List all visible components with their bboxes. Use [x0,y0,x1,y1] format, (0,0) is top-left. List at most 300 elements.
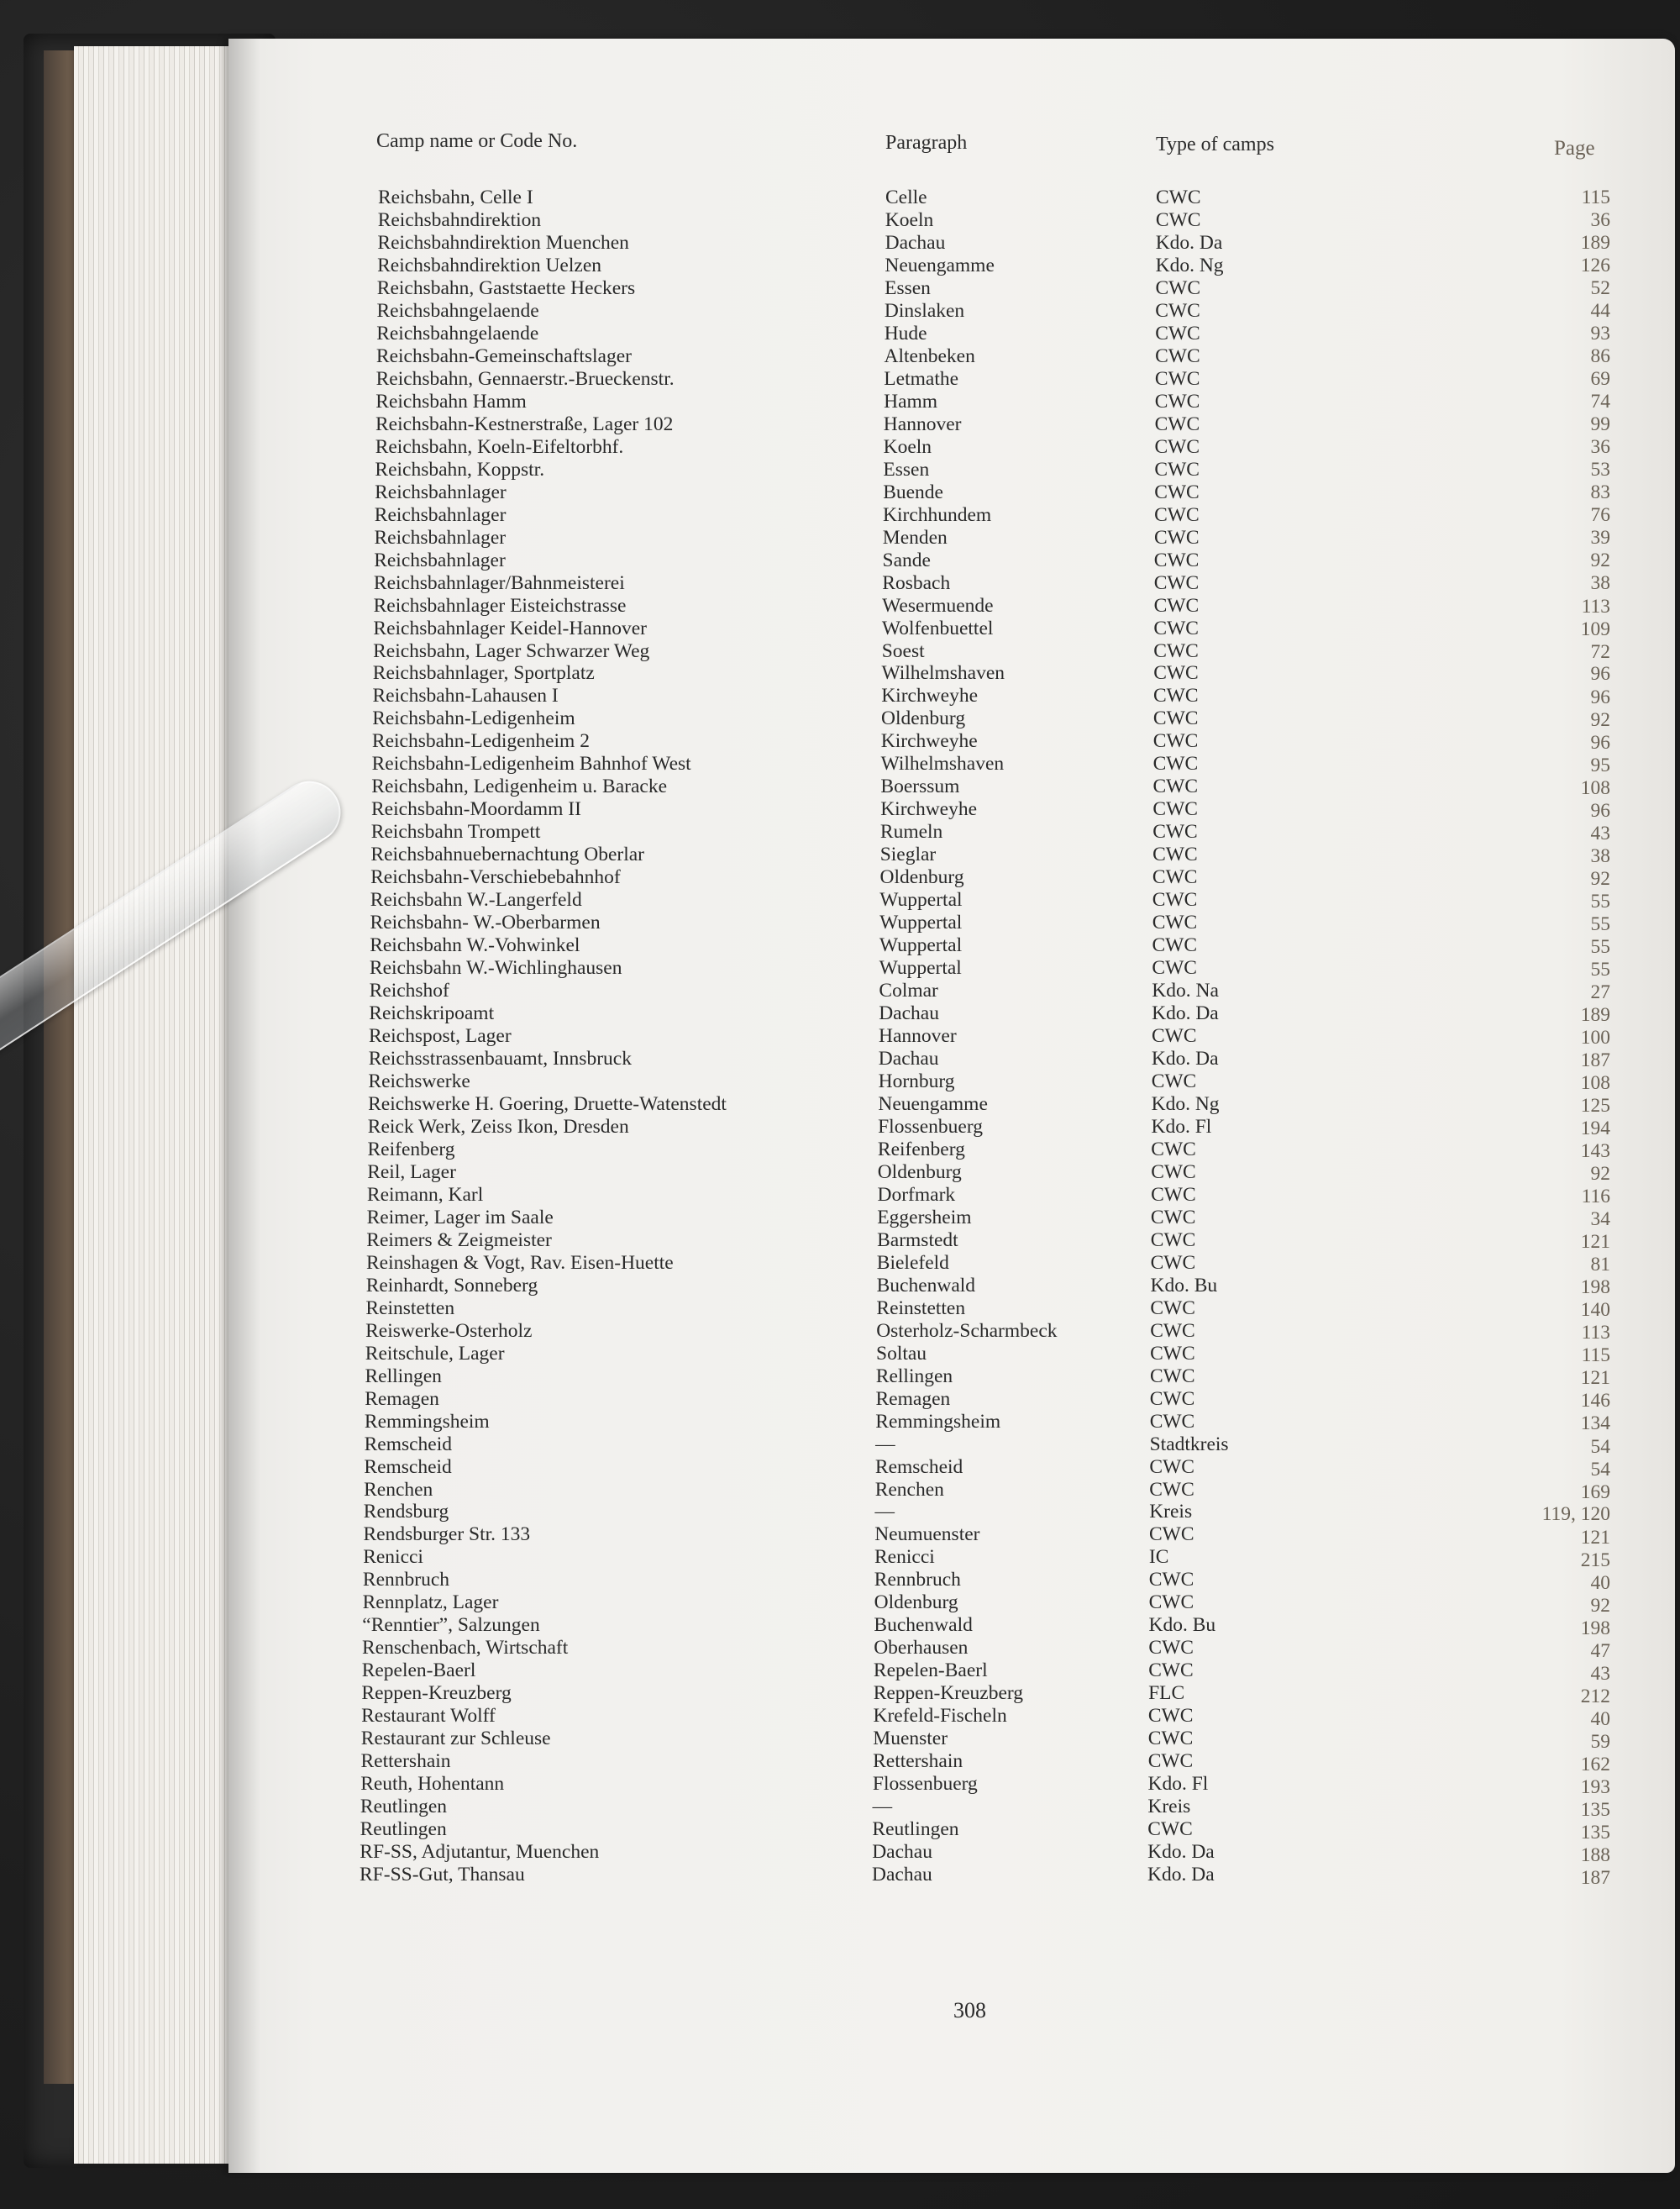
camp-type-cell: CWC [1154,413,1200,435]
table-row [0,640,1680,664]
page-ref-cell: 198 [1580,1276,1610,1299]
page-ref-cell: 81 [1590,1254,1610,1276]
paragraph-cell: Wilhelmshaven [880,753,1005,776]
camp-type-cell: CWC [1148,1569,1194,1591]
camp-name-cell: Reichsbahndirektion Uelzen [377,254,601,276]
camp-type-cell: CWC [1150,1342,1195,1365]
table-row [0,255,1680,278]
table-row [0,1523,1680,1547]
page-ref-cell: 36 [1590,436,1610,459]
camp-name-cell: Reichswerke [368,1070,470,1092]
paragraph-cell: Celle [885,187,927,208]
paragraph-cell: Dorfmark [877,1183,956,1206]
camp-name-cell: Renchen [364,1478,433,1501]
camp-name-cell: Reutlingen [360,1818,447,1841]
table-row [0,504,1680,528]
table-row [0,1275,1680,1298]
camp-name-cell: Reichswerke H. Goering, Druette-Watenstedt [368,1092,727,1115]
camp-name-cell: Reichsbahn-Lahausen I [372,685,559,707]
paragraph-cell: Sieglar [879,844,937,866]
camp-name-cell: Reichsbahn-Moordamm II [371,798,581,821]
page-ref-cell: 54 [1590,1435,1610,1458]
table-row [0,662,1680,686]
table-row [0,1705,1680,1728]
page-ref-cell: 96 [1590,799,1610,822]
camp-name-cell: Reichsbahnlager, Sportplatz [372,662,595,685]
page-ref-cell: 162 [1580,1753,1610,1775]
table-row [0,277,1680,301]
page-ref-cell: 34 [1590,1208,1610,1231]
camp-type-cell: CWC [1147,1750,1194,1773]
camp-name-cell: Reiswerke-Osterholz [365,1319,533,1342]
page-number: 308 [953,1998,986,2022]
table-row [0,730,1680,754]
camp-type-cell: CWC [1152,912,1198,934]
camp-type-cell: CWC [1147,1705,1194,1728]
page-ref-cell: 189 [1580,231,1610,254]
paragraph-cell: — [874,1501,895,1523]
camp-type-cell: CWC [1154,390,1200,413]
paragraph-cell: Sande [882,549,931,571]
page-ref-cell: 108 [1580,1071,1610,1094]
camp-type-cell: CWC [1147,1728,1194,1750]
paragraph-cell: Remscheid [874,1455,963,1478]
table-row [0,1614,1680,1638]
camp-name-cell: Reichsbahn-Ledigenheim [372,707,575,730]
camp-type-cell: CWC [1154,458,1200,481]
camp-name-cell: Reichsbahn Trompett [370,821,541,844]
page-ref-cell: 47 [1590,1639,1610,1662]
camp-name-cell: RF-SS, Adjutantur, Muenchen [360,1841,600,1863]
page-ref-cell: 38 [1590,844,1610,867]
camp-name-cell: Reichsbahn, Gaststaette Heckers [376,276,636,299]
paragraph-cell: Hamm [884,390,938,413]
paragraph-cell: Koeln [883,435,932,458]
page-ref-cell: 96 [1590,686,1610,708]
paragraph-cell: Altenbeken [884,344,975,367]
table-row [0,1591,1680,1615]
camp-type-cell: CWC [1150,1319,1195,1342]
camp-type-cell: CWC [1151,1070,1197,1092]
table-row [0,1546,1680,1570]
page-ref-cell: 55 [1590,935,1610,958]
paragraph-cell: Hornburg [878,1070,955,1092]
page-ref-cell: 194 [1580,1118,1610,1140]
paragraph-cell: Muenster [873,1728,948,1750]
camp-type-cell: CWC [1149,1478,1194,1501]
camp-name-cell: Rettershain [360,1750,451,1773]
camp-type-cell: CWC [1150,1228,1196,1251]
table-row [0,912,1680,935]
page-ref-cell: 38 [1590,572,1610,595]
camp-type-cell: CWC [1148,1637,1194,1659]
camp-name-cell: Reichsbahnlager [374,526,507,549]
camp-type-cell: CWC [1152,866,1198,889]
camp-name-cell: Reichsbahn Hamm [375,390,527,413]
camp-name-cell: Reinstetten [365,1296,455,1319]
page-ref-cell: 143 [1580,1140,1610,1163]
paragraph-cell: Oldenburg [881,707,966,730]
paragraph-cell: Dachau [885,231,946,254]
paragraph-cell: — [872,1796,893,1818]
page-ref-cell: 27 [1590,981,1610,1003]
camp-type-cell: CWC [1153,549,1200,571]
camp-type-cell: CWC [1153,617,1199,639]
camp-type-cell: CWC [1151,1160,1196,1183]
paragraph-cell: Oberhausen [874,1637,969,1659]
paragraph-cell: Wolfenbuettel [881,617,994,639]
page-ref-cell: 96 [1590,663,1610,686]
camp-name-cell: Reichsbahn-Ledigenheim 2 [371,730,590,753]
camp-type-cell: CWC [1153,571,1200,594]
camp-type-cell: CWC [1153,685,1199,707]
page-ref-cell: 43 [1590,1662,1610,1685]
camp-type-cell: Kdo. Da [1151,1048,1219,1070]
camp-name-cell: Reppen-Kreuzberg [361,1682,512,1705]
table-row [0,1025,1680,1049]
camp-type-cell: CWC [1152,798,1198,821]
camp-type-cell: Stadtkreis [1149,1433,1229,1455]
camp-type-cell: Kdo. Na [1152,980,1219,1002]
page-ref-cell: 121 [1580,1367,1610,1390]
table-row [0,1433,1680,1457]
paragraph-cell: Osterholz-Scharmbeck [876,1319,1058,1342]
page-ref-cell: 55 [1590,958,1610,981]
page-ref-cell: 92 [1590,1594,1610,1617]
paragraph-cell: Essen [883,458,930,481]
table-row [0,527,1680,550]
camp-type-cell: CWC [1148,1659,1194,1682]
page-ref-cell: 95 [1590,754,1610,776]
page-ref-cell: 92 [1590,1163,1610,1186]
page-ref-cell: 36 [1590,209,1610,232]
camp-type-cell: CWC [1156,187,1201,208]
camp-name-cell: Reichsbahnlager Eisteichstrasse [373,594,627,617]
camp-type-cell: CWC [1148,1591,1194,1614]
paragraph-cell: Neuengamme [885,254,995,276]
camp-name-cell: Remscheid [364,1455,452,1478]
table-row [0,300,1680,323]
camp-name-cell: Repelen-Baerl [361,1659,476,1682]
camp-name-cell: Reichshof [369,980,449,1002]
paragraph-cell: Menden [882,526,948,549]
table-row [0,1252,1680,1275]
camp-name-cell: Rennplatz, Lager [362,1591,499,1614]
page-ref-cell: 72 [1590,640,1610,663]
paragraph-cell: Kirchhundem [883,503,992,526]
camp-name-cell: “Renntier”, Salzungen [362,1614,540,1637]
table-row [0,1728,1680,1751]
paragraph-cell: Letmathe [884,367,959,390]
paragraph-cell: Soest [881,639,925,662]
table-row [0,572,1680,596]
camp-name-cell: Reichsbahnlager/Bahnmeisterei [373,571,625,594]
page-ref-cell: 86 [1590,345,1610,368]
camp-type-cell: CWC [1152,1025,1197,1047]
camp-type-cell: Kdo. Bu [1148,1614,1216,1637]
page-ref-cell: 109 [1580,618,1610,640]
page-ref-cell: 83 [1590,481,1610,504]
page-ref-cell: 92 [1590,708,1610,731]
camp-type-cell: CWC [1149,1387,1195,1410]
paragraph-cell: Rumeln [879,821,943,844]
page-ref-cell: 39 [1590,527,1610,550]
paragraph-cell: Wuppertal [879,912,963,934]
camp-name-cell: Reichsbahn-Gemeinschaftslager [375,344,632,367]
page-ref-cell: 212 [1580,1685,1610,1707]
camp-name-cell: Reitschule, Lager [365,1342,505,1365]
camp-name-cell: Reinshagen & Vogt, Rav. Eisen-Huette [366,1251,674,1274]
page-ref-cell: 40 [1590,1707,1610,1730]
camp-type-cell: CWC [1154,526,1200,549]
camp-type-cell: Kdo. Da [1147,1864,1215,1886]
camp-type-cell: FLC [1148,1682,1185,1705]
header-paragraph: Paragraph [885,132,968,154]
camp-type-cell: Kdo. Da [1155,231,1223,254]
camp-name-cell: Reichsbahn W.-Wichlinghausen [369,957,622,980]
page-ref-cell: 100 [1580,1027,1610,1049]
camp-type-cell: CWC [1155,322,1200,344]
camp-type-cell: CWC [1150,1365,1195,1387]
camp-type-cell: Kdo. Fl [1151,1115,1212,1138]
page-ref-cell: 108 [1580,776,1610,799]
table-row [0,1343,1680,1366]
page-ref-cell: 92 [1590,867,1610,890]
camp-type-cell: Kdo. Da [1152,1002,1219,1024]
paragraph-cell: Kirchweyhe [880,730,978,753]
table-row [0,1479,1680,1502]
paragraph-cell: Rennbruch [874,1569,961,1591]
paragraph-cell: Krefeld-Fischeln [873,1705,1007,1728]
page-ref-cell: 126 [1580,255,1610,277]
camp-type-cell: CWC [1155,344,1200,367]
table-row [0,1048,1680,1071]
camp-name-cell: Reichsbahnlager [375,481,507,503]
page-ref-cell: 115 [1581,187,1610,208]
paragraph-cell: Wilhelmshaven [881,662,1005,685]
page-ref-cell: 189 [1580,1003,1610,1026]
table-row [0,707,1680,731]
table-row [0,1229,1680,1253]
table-row [0,1207,1680,1230]
table-row [0,209,1680,233]
camp-type-cell: Kdo. Bu [1150,1274,1218,1296]
camp-name-cell: Reichsbahn, Gennaerstr.-Brueckenstr. [375,367,675,390]
paragraph-cell: Wesermuende [882,594,994,617]
paragraph-cell: Oldenburg [877,1160,962,1183]
page-ref-cell: 76 [1590,504,1610,527]
table-row [0,1750,1680,1774]
table-row [0,1002,1680,1026]
camp-name-cell: Reichsbahn, Lager Schwarzer Weg [373,639,650,662]
camp-type-cell: CWC [1155,299,1200,322]
camp-type-cell: CWC [1155,276,1201,299]
page-ref-cell: 125 [1580,1095,1610,1118]
paragraph-cell: Oldenburg [879,866,964,889]
paragraph-cell: Flossenbuerg [872,1773,978,1796]
page-ref-cell: 115 [1581,1344,1610,1367]
camp-name-cell: Reichsbahngelaende [376,299,539,322]
page-ref-cell: 54 [1590,1458,1610,1481]
page-ref-cell: 55 [1590,913,1610,935]
page-ref-cell: 140 [1580,1299,1610,1322]
header-type-of-camps: Type of camps [1156,134,1274,155]
page-ref-cell: 188 [1580,1843,1610,1866]
page-ref-cell: 92 [1590,550,1610,572]
paragraph-cell: Essen [885,276,931,299]
paragraph-cell: Dachau [878,1048,939,1070]
paragraph-cell: Colmar [879,980,938,1002]
camp-type-cell: Kdo. Fl [1147,1773,1209,1796]
paragraph-cell: Reinstetten [876,1296,966,1319]
paragraph-cell: Reifenberg [877,1138,965,1160]
camp-type-cell: CWC [1154,503,1200,526]
camp-name-cell: Reuth, Hohentann [360,1773,505,1796]
camp-name-cell: Reimers & Zeigmeister [366,1228,552,1251]
page-ref-cell: 121 [1580,1231,1610,1254]
table-row [0,1569,1680,1592]
table-row [0,1411,1680,1434]
camp-name-cell: Reichsbahnlager [374,503,507,526]
paragraph-cell: Oldenburg [874,1591,958,1614]
table-row [0,1093,1680,1117]
paragraph-cell: Wuppertal [879,957,962,980]
table-row [0,776,1680,799]
camp-name-cell: Rendsburg [363,1501,449,1523]
camp-type-cell: Kreis [1147,1796,1191,1818]
camp-name-cell: Remagen [365,1387,439,1410]
paragraph-cell: Dachau [872,1864,932,1886]
camp-type-cell: CWC [1152,730,1199,753]
camp-name-cell: Reimer, Lager im Saale [366,1206,554,1228]
camp-name-cell: Reichspost, Lager [369,1025,512,1047]
camp-type-cell: Kdo. Da [1147,1841,1215,1863]
camp-name-cell: Rendsburger Str. 133 [363,1523,531,1546]
camp-name-cell: Reichsbahn-Kestnerstraße, Lager 102 [375,413,674,435]
paragraph-cell: Buchenwald [874,1614,973,1637]
camp-type-cell: CWC [1149,1455,1194,1478]
camp-name-cell: Renschenbach, Wirtschaft [362,1637,569,1659]
page-ref-cell: 59 [1590,1730,1610,1753]
camp-type-cell: CWC [1153,662,1199,685]
table-row [0,1297,1680,1321]
table-row [0,1139,1680,1162]
table-row [0,232,1680,255]
page-ref-cell: 116 [1581,1186,1610,1208]
camp-type-cell: CWC [1152,957,1197,980]
camp-name-cell: Restaurant Wolff [361,1705,496,1728]
camp-name-cell: Reil, Lager [367,1160,456,1183]
page-ref-cell: 52 [1590,277,1610,300]
table-row [0,1682,1680,1706]
camp-name-cell: Remscheid [364,1433,453,1455]
camp-type-cell: CWC [1153,639,1199,662]
page-ref-cell: 187 [1580,1867,1610,1889]
page-ref-cell: 135 [1580,1798,1610,1821]
table-row [0,1501,1680,1524]
page-ref-cell: 69 [1590,368,1610,391]
camp-name-cell: Reichsbahn, Koppstr. [375,458,545,481]
table-row [0,1070,1680,1094]
page-ref-cell: 113 [1581,1322,1610,1344]
paragraph-cell: Rettershain [873,1750,963,1773]
camp-name-cell: Restaurant zur Schleuse [360,1728,551,1750]
page-ref-cell: 146 [1580,1390,1610,1412]
camp-name-cell: Reichsbahn, Koeln-Eifeltorbhf. [375,435,624,458]
page-ref-cell: 169 [1580,1481,1610,1503]
camp-name-cell: Reichsbahn W.-Vohwinkel [370,934,580,957]
paragraph-cell: Neuengamme [878,1092,988,1115]
camp-type-cell: CWC [1154,481,1200,503]
camp-name-cell: Reichskripoamt [369,1002,495,1024]
camp-name-cell: Reichsbahngelaende [376,322,539,344]
camp-type-cell: CWC [1152,776,1199,798]
page-ref-cell: 96 [1590,731,1610,754]
page-ref-cell: 215 [1580,1549,1610,1571]
paragraph-cell: — [875,1433,895,1455]
camp-type-cell: CWC [1154,435,1200,458]
page-ref-cell: 119, 120 [1541,1503,1610,1526]
camp-name-cell: Renicci [363,1546,423,1569]
paragraph-cell: Kirchweyhe [880,798,978,821]
camp-type-cell: CWC [1152,753,1199,776]
camp-name-cell: Reichsbahn, Celle I [378,187,533,208]
camp-name-cell: Reichsbahn-Verschiebebahnhof [370,866,621,889]
camp-type-cell: CWC [1150,1296,1195,1319]
paragraph-cell: Wuppertal [879,934,963,957]
paragraph-cell: Koeln [885,209,934,231]
camp-name-cell: RF-SS-Gut, Thansau [360,1864,525,1886]
paragraph-cell: Boerssum [880,776,960,798]
paragraph-cell: Wuppertal [879,889,963,912]
paragraph-cell: Reutlingen [872,1818,959,1841]
camp-name-cell: Reichsbahn-Ledigenheim Bahnhof West [371,753,691,776]
header-page: Page [1554,137,1595,160]
table-row [0,1796,1680,1819]
camp-type-cell: CWC [1151,1138,1196,1160]
table-row [0,595,1680,618]
page-ref-cell: 198 [1580,1617,1610,1639]
table-row [0,1864,1680,1887]
table-row [0,1841,1680,1865]
paragraph-cell: Soltau [876,1342,927,1365]
camp-name-cell: Reichsbahn- W.-Oberbarmen [370,912,601,934]
table-row [0,1320,1680,1344]
camp-name-cell: Reichsbahnuebernachtung Oberlar [370,844,644,866]
table-row [0,934,1680,958]
table-row [0,413,1680,437]
camp-type-cell: CWC [1151,1183,1196,1206]
camp-name-cell: Reichsbahn, Ledigenheim u. Baracke [371,776,668,798]
camp-name-cell: Reichsstrassenbauamt, Innsbruck [368,1048,632,1070]
camp-type-cell: CWC [1149,1410,1195,1433]
paragraph-cell: Buende [883,481,943,503]
camp-type-cell: CWC [1152,844,1198,866]
table-row [0,345,1680,369]
table-row [0,685,1680,708]
page-ref-cell: 53 [1590,459,1610,481]
table-row [0,1365,1680,1389]
paragraph-cell: Hude [884,322,927,344]
camp-name-cell: Reichsbahnlager Keidel-Hannover [373,617,647,639]
paragraph-cell: Reppen-Kreuzberg [873,1682,1024,1705]
paragraph-cell: Bielefeld [876,1251,949,1274]
camp-name-cell: Reutlingen [360,1796,448,1818]
table-row [0,1659,1680,1683]
camp-name-cell: Reichsbahndirektion [377,209,542,231]
camp-type-cell: CWC [1150,1206,1196,1228]
table-row [0,481,1680,505]
